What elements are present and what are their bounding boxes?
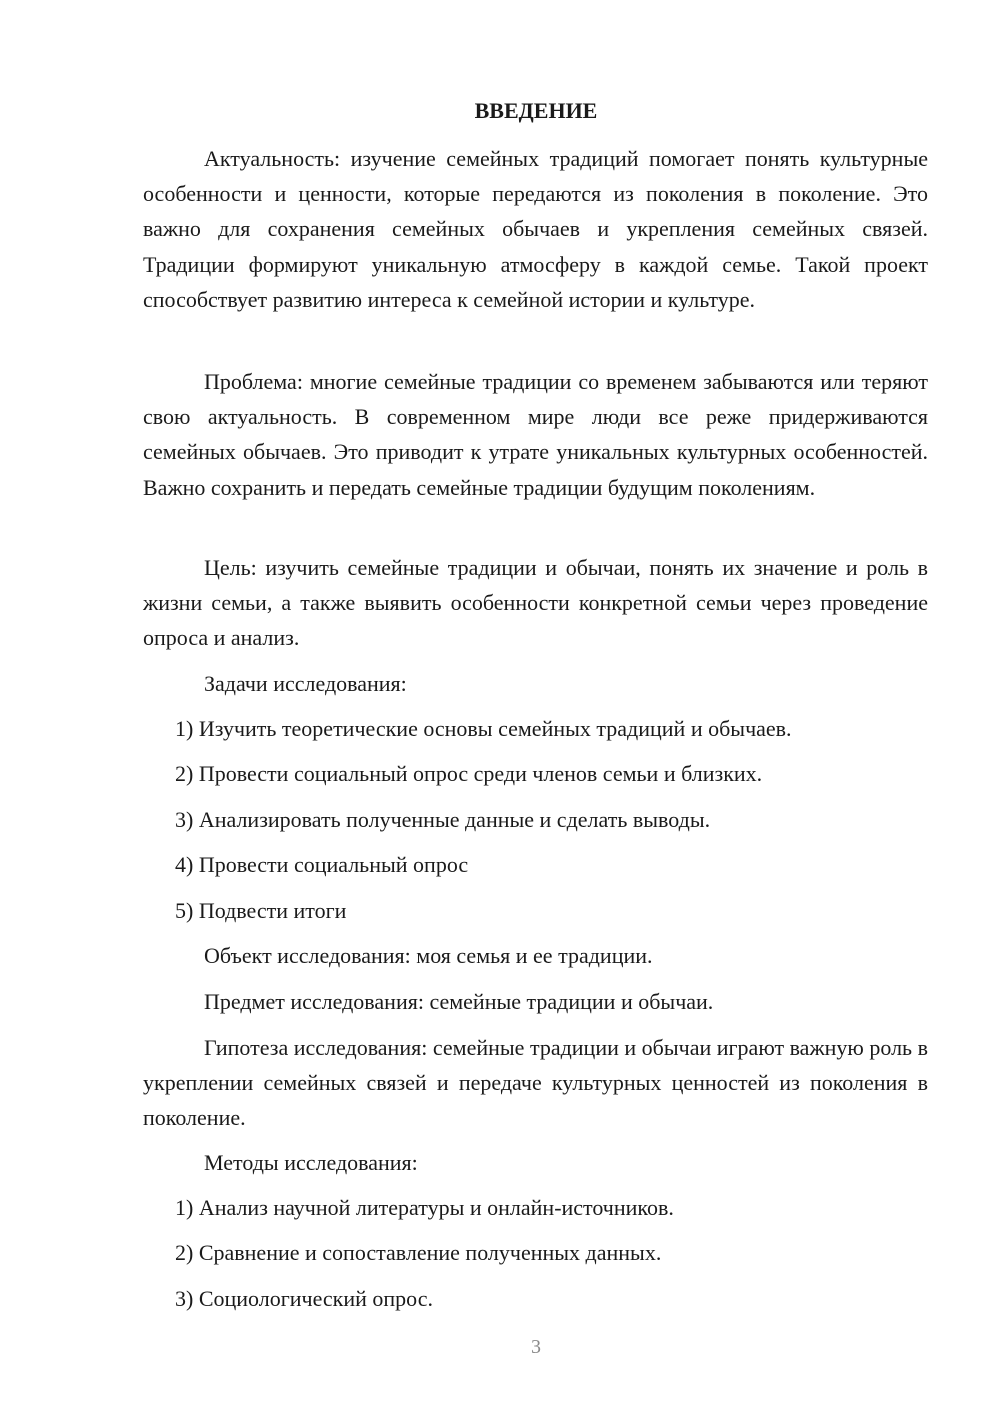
list-item: 2) Сравнение и сопоставление полученных данных. [175, 1240, 662, 1265]
subject-line [143, 988, 928, 1016]
hypothesis-paragraph [143, 1030, 928, 1136]
method-item [143, 1239, 928, 1267]
subject-text: Предмет исследования: семейные традиции и обычаи. [204, 989, 714, 1014]
tasks-title [143, 670, 928, 698]
list-item: 3) Анализировать полученные данные и сделать выводы. [175, 807, 711, 832]
task-item [143, 851, 928, 879]
goal-paragraph [143, 550, 928, 656]
task-item [143, 806, 928, 834]
list-item: 1) Изучить теоретические основы семейных традиций и обычаев. [175, 716, 792, 741]
paragraph-text: Гипотеза исследования: семейные традиции и обычаи играют важную роль в укреплении семейных связей и передаче культурных ценностей из поколения в поколение. [143, 1035, 928, 1131]
section-label: Методы исследования: [204, 1150, 418, 1175]
section-label: Задачи исследования: [204, 671, 407, 696]
page-title: ВВЕДЕНИЕ [474, 98, 598, 123]
paragraph-text: Проблема: многие семейные традиции со временем забываются или теряют свою актуальность. В современном мире люди все реже придерживаются семейных обычаев. Это приводит к утрате уникальных культурных особенностей. Важно сохранить и передать семейные традиции будущим поколениям. [143, 369, 928, 500]
method-item [143, 1285, 928, 1313]
list-item: 3) Социологический опрос. [175, 1286, 433, 1311]
task-item [143, 897, 928, 925]
paragraph-text: Актуальность: изучение семейных традиций помогает понять культурные особенности и ценности, которые передаются из поколения в поколение. Это важно для сохранения семейных обычаев и укрепления семейных связей. Традиции формируют уникальную атмосферу в каждой семье. Такой проект способствует развитию интереса к семейной истории и культуре. [143, 146, 928, 312]
object-line [143, 942, 928, 970]
list-item: 1) Анализ научной литературы и онлайн-источников. [175, 1195, 674, 1220]
page-number: 3 [531, 1336, 541, 1358]
problem-paragraph [143, 364, 928, 505]
task-item [143, 715, 928, 743]
method-item [143, 1194, 928, 1222]
object-text: Объект исследования: моя семья и ее традиции. [204, 943, 653, 968]
list-item: 4) Провести социальный опрос [175, 852, 469, 877]
task-item [143, 760, 928, 788]
methods-title [143, 1149, 928, 1177]
relevance-paragraph [143, 141, 928, 317]
paragraph-text: Цель: изучить семейные традиции и обычаи, понять их значение и роль в жизни семьи, а также выявить особенности конкретной семьи через проведение опроса и анализ. [143, 555, 928, 651]
list-item: 2) Провести социальный опрос среди членов семьи и близких. [175, 761, 763, 786]
list-item: 5) Подвести итоги [175, 898, 347, 923]
